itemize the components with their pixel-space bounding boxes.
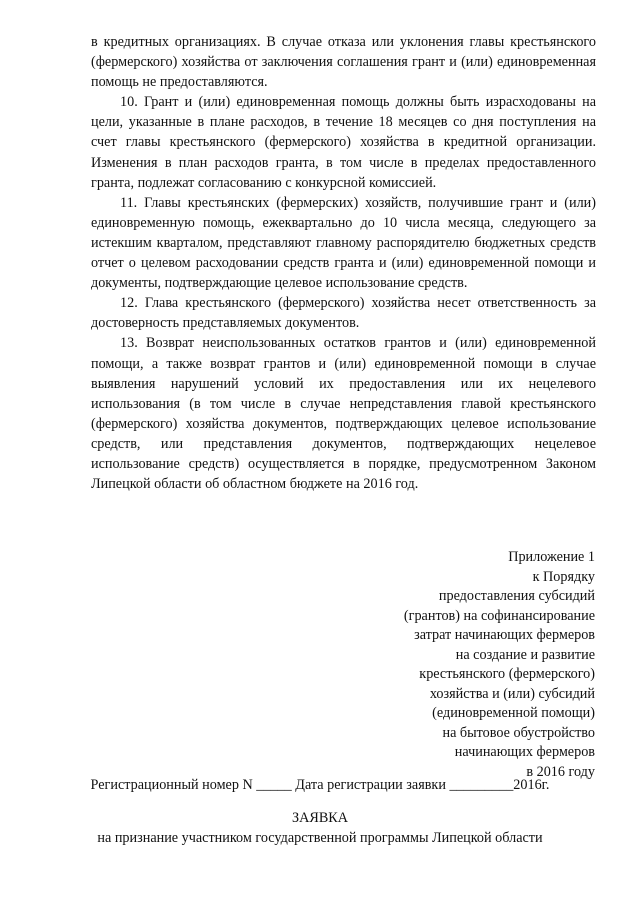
appendix-line: в 2016 году (526, 763, 595, 780)
appendix-line: на создание и развитие (455, 646, 595, 663)
appendix-line: затрат начинающих фермеров (414, 627, 595, 643)
appendix-line: крестьянского (фермерского) (419, 666, 595, 682)
paragraph-13: 13. Возврат неиспользованных остатков грантов и (или) единовременной помощи, а также возврат грантов и (или) единовременной помощи в случае выявления нарушений условий их предоставления или их нецелевого использования (в том числе в случае непредставления главой крестьянского (фермерского) хозяйства документов, подтверждающих целевое использование средств, или представления документов, подтверждающих нецелевое использование средств) осуществляется в порядке, предусмотренном Законом Липецкой области об областном бюджете на 2016 год. (91, 335, 596, 493)
paragraph-continuation: в кредитных организациях. В случае отказа или уклонения главы крестьянского (фермерского) хозяйства от заключения соглашения грант и (или) единовременная помощь не предоставляются. (91, 34, 596, 91)
paragraph-11: 11. Главы крестьянских (фермерских) хозяйств, получившие грант и (или) единовременную помощь, ежеквартально до 10 числа месяца, следующего за истекшим кварталом, представляют главному распорядителю бюджетных средств отчет о целевом расходовании средств гранта и (или) единовременной помощи и документы, подтверждающие целевое использование средств. (91, 194, 596, 292)
appendix-line: (единовременной помощи) (432, 705, 595, 721)
appendix-line: предоставления субсидий (438, 588, 595, 604)
document-subtitle: на признание участником государственной программы Липецкой области (97, 830, 543, 846)
appendix-header (295, 548, 595, 782)
appendix-line: начинающих фермеров (454, 744, 595, 760)
paragraph-10: 10. Грант и (или) единовременная помощь должны быть израсходованы на цели, указанные в плане расходов, в течение 18 месяцев со дня поступления на счет главы крестьянского (фермерского) хозяйства в кредитной организации. Изменения в план расходов гранта, в том числе в пределах предоставленного гранта, подлежат согласованию с конкурсной комиссией. (91, 94, 596, 191)
registration-line: Регистрационный номер N _____ Дата регистрации заявки _________2016г. (90, 777, 550, 793)
body-text (91, 32, 596, 494)
document-title: ЗАЯВКА (292, 810, 348, 826)
appendix-line: Приложение 1 (508, 549, 595, 565)
paragraph-12: 12. Глава крестьянского (фермерского) хозяйства несет ответственность за достоверность представляемых документов. (91, 295, 596, 332)
appendix-line: (грантов) на софинансирование (403, 607, 595, 624)
appendix-line: к Порядку (532, 568, 595, 585)
appendix-line: на бытовое обустройство (442, 724, 595, 741)
appendix-line: хозяйства и (или) субсидий (429, 685, 595, 702)
